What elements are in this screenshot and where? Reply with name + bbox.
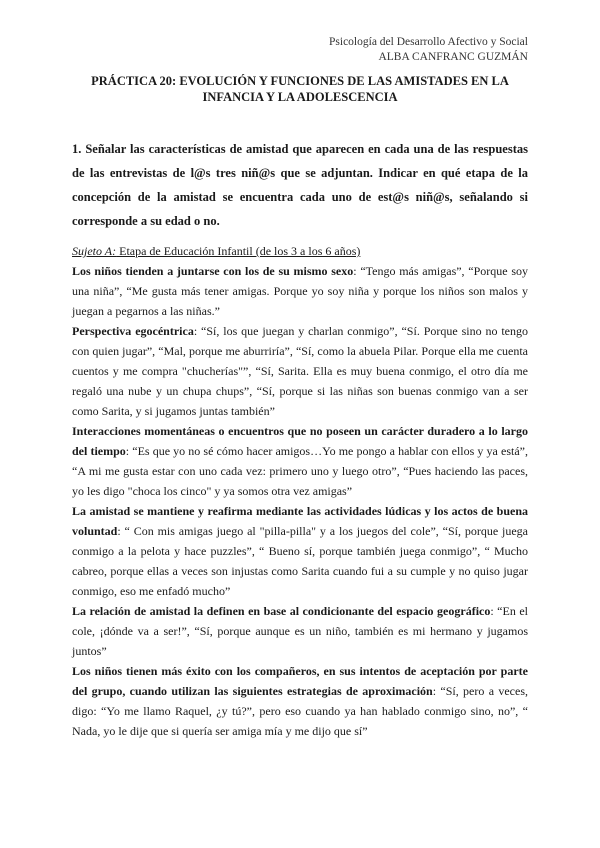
paragraph-text: : “En el cole, ¡dónde va a ser!”, “Sí, porque aunque es un niño, también es mi hermano y jugamos juntos” <box>72 604 528 658</box>
author-name: ALBA CANFRANC GUZMÁN <box>378 51 528 63</box>
document-header <box>329 35 528 65</box>
subject-label: Sujeto A: <box>72 244 117 258</box>
question-1: 1. Señalar las características de amistad que aparecen en cada una de las respuestas de las entrevistas de l@s tres niñ@s que se adjuntan. Indicar en qué etapa de la concepción de la amistad se encuentra cada uno de est@s niñ@s, señalando si corresponde a su edad o no. <box>72 142 528 228</box>
paragraph-same-sex <box>72 261 528 321</box>
paragraph-egocentric <box>72 321 528 421</box>
subject-heading <box>72 241 528 261</box>
paragraph-play <box>72 501 528 601</box>
paragraph-heading: Los niños tienen más éxito con los compañeros, en sus intentos de aceptación por parte del grupo, cuando utilizan las siguientes estrategias de aproximación <box>72 664 528 698</box>
course-name: Psicología del Desarrollo Afectivo y Social <box>329 36 528 48</box>
paragraph-heading: La amistad se mantiene y reafirma mediante las actividades lúdicas y los actos de buena voluntad <box>72 504 528 538</box>
paragraph-momentary <box>72 421 528 501</box>
paragraph-geographic <box>72 601 528 661</box>
paragraph-text: : “Sí, pero a veces, digo: “Yo me llamo Raquel, ¿y tú?”, pero eso cuando ya han hablado conmigo sino, no”, “ Nada, yo le dije que si quería ser amiga mía y me dijo que sí” <box>72 684 528 738</box>
paragraph-strategies <box>72 661 528 741</box>
document-body <box>72 241 528 741</box>
subject-description: Etapa de Educación Infantil (de los 3 a los 6 años) <box>116 244 361 258</box>
paragraph-heading: Perspectiva egocéntrica <box>72 324 194 338</box>
paragraph-heading: La relación de amistad la definen en base al condicionante del espacio geográfico <box>72 604 491 618</box>
paragraph-text: : “Tengo más amigas”, “Porque soy una niña”, “Me gusta más tener amigas. Porque yo soy niña y porque los niños son malos y juegan a pegarnos a las niñas.” <box>72 264 528 318</box>
paragraph-heading: Los niños tienden a juntarse con los de su mismo sexo <box>72 264 354 278</box>
paragraph-heading: Interacciones momentáneas o encuentros que no poseen un carácter duradero a lo largo del tiempo <box>72 424 528 458</box>
page-title: PRÁCTICA 20: EVOLUCIÓN Y FUNCIONES DE LAS AMISTADES EN LA INFANCIA Y LA ADOLESCENCIA <box>91 74 509 104</box>
paragraph-text: : “Es que yo no sé cómo hacer amigos…Yo me pongo a hablar con ellos y ya está”, “A mi me gusta estar con uno cada vez: primero uno y luego otro”, “Pues haciendo las paces, yo les digo "choca los cinco" y ya somos otra vez amigas” <box>72 444 528 498</box>
paragraph-text: : “ Con mis amigas juego al "pilla-pilla" y a los juegos del cole”, “Sí, porque juega conmigo a la pelota y hace puzzles”, “ Bueno sí, porque también juega conmigo”, “ Mucho cabreo, porque ellas a veces son injustas como Sarita cuando fui a su cumple y no quiso jugar conmigo, eso me enfadó mucho” <box>72 524 528 598</box>
paragraph-text: : “Sí, los que juegan y charlan conmigo”, “Sí. Porque sino no tengo con quien jugar”, “Mal, porque me aburriría”, “Sí, como la abuela Pilar. Porque ella me cuenta cuentos y me compra "chucherías"”, “Sí, Sarita. Ella es muy buena conmigo, el otro día me regaló una nube y un chupa chups”, “Sí, porque si las niñas son buenas conmigo van a ser como Sarita, y si jugamos juntas también” <box>72 324 528 418</box>
